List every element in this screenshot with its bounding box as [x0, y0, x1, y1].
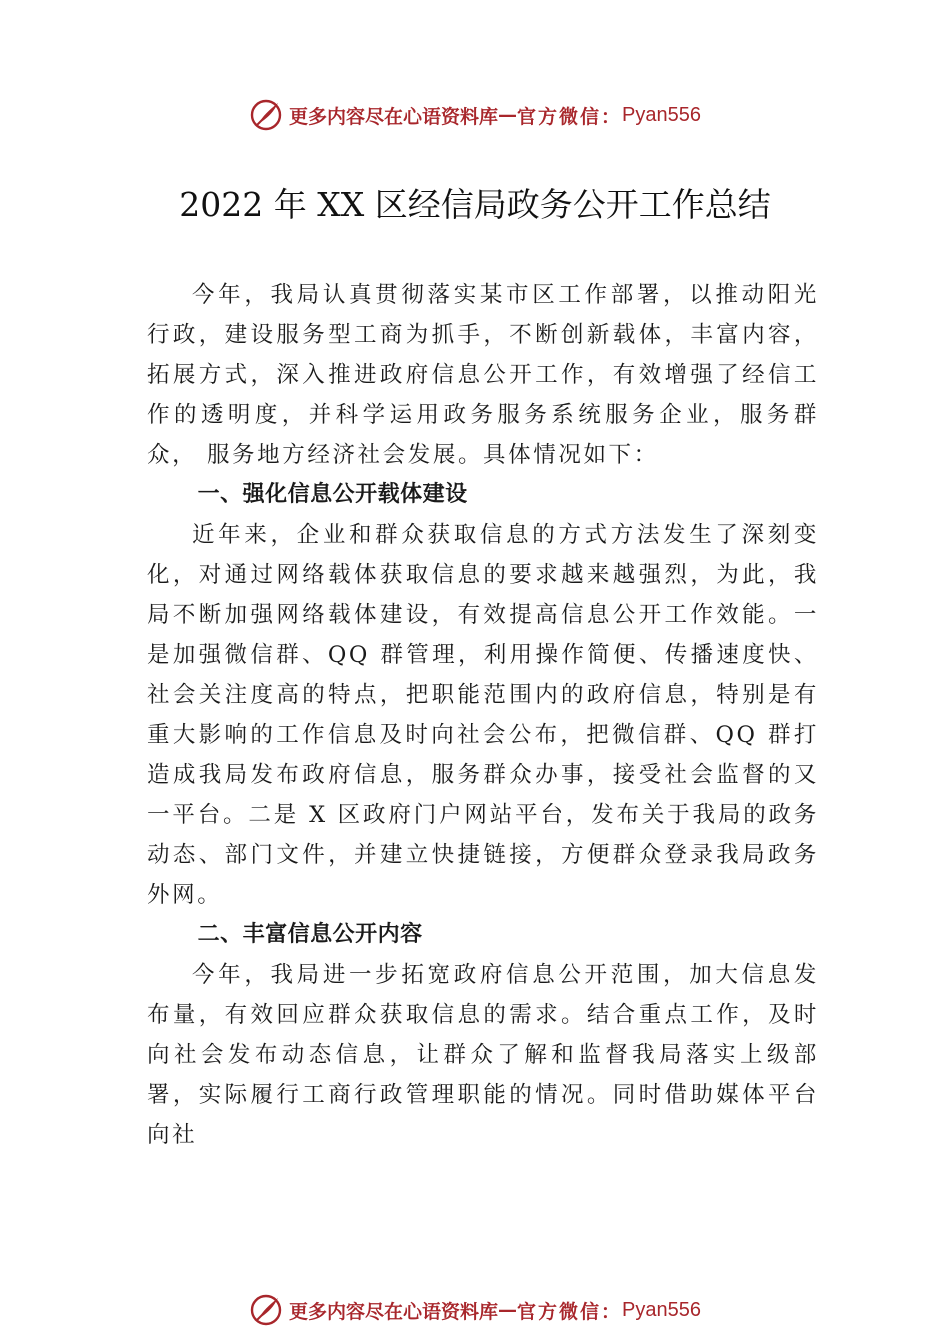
- section-1-heading: 一、强化信息公开载体建设: [197, 482, 468, 507]
- banner-text: 更多内容尽在心语资料库: [289, 105, 499, 128]
- intro-paragraph: 今年，我局认真贯彻落实某市区工作部署，以推动阳光行政，建设服务型工商为抓手，不断创新载体，丰富内容， 拓展方式，深入推进政府信息公开工作，有效增强了经信工作的透明度，并科学运用政务服务系统服务企业，服务群众， 服务地方经济社会发展。具体情况如下：: [147, 282, 819, 468]
- banner-wechat-label: 官方微信：: [517, 105, 623, 128]
- document-body: [147, 275, 819, 1155]
- section-2-heading: 二、丰富信息公开内容: [197, 922, 423, 947]
- quill-logo-icon: [249, 98, 283, 132]
- banner-dash: —: [498, 104, 518, 126]
- quill-logo-icon: [249, 1293, 283, 1327]
- footer-banner: [0, 1290, 950, 1330]
- header-banner: [0, 95, 950, 135]
- section-1-paragraph: 近年来，企业和群众获取信息的方式方法发生了深刻变化，对通过网络载体获取信息的要求越来越强烈，为此，我局不断加强网络载体建设，有效提高信息公开工作效能。一是加强微信群、QQ 群管理，利用操作简便、传播速度快、社会关注度高的特点，把职能范围内的政府信息，特别是有重大影响的工作信息及时向社会公布，把微信群、QQ 群打造成我局发布政府信息，服务群众办事，接受社会监督的又一平台。二是 X 区政府门户网站平台，发布关于我局的政务动态、部门文件，并建立快捷链接，方便群众登录我局政务外网。: [147, 522, 819, 908]
- banner-text: 更多内容尽在心语资料库: [289, 1300, 499, 1323]
- section-2-paragraph: 今年，我局进一步拓宽政府信息公开范围，加大信息发布量，有效回应群众获取信息的需求。结合重点工作，及时向社会发布动态信息，让群众了解和监督我局落实上级部署，实际履行工商行政管理职能的情况。同时借助媒体平台向社: [147, 962, 819, 1148]
- banner-wechat-id: Pyan556: [622, 103, 701, 126]
- document-title: 2022 年 XX 区经信局政务公开工作总结: [179, 185, 771, 224]
- banner-dash: —: [498, 1299, 518, 1321]
- banner-wechat-id: Pyan556: [622, 1298, 701, 1321]
- banner-wechat-label: 官方微信：: [517, 1300, 623, 1323]
